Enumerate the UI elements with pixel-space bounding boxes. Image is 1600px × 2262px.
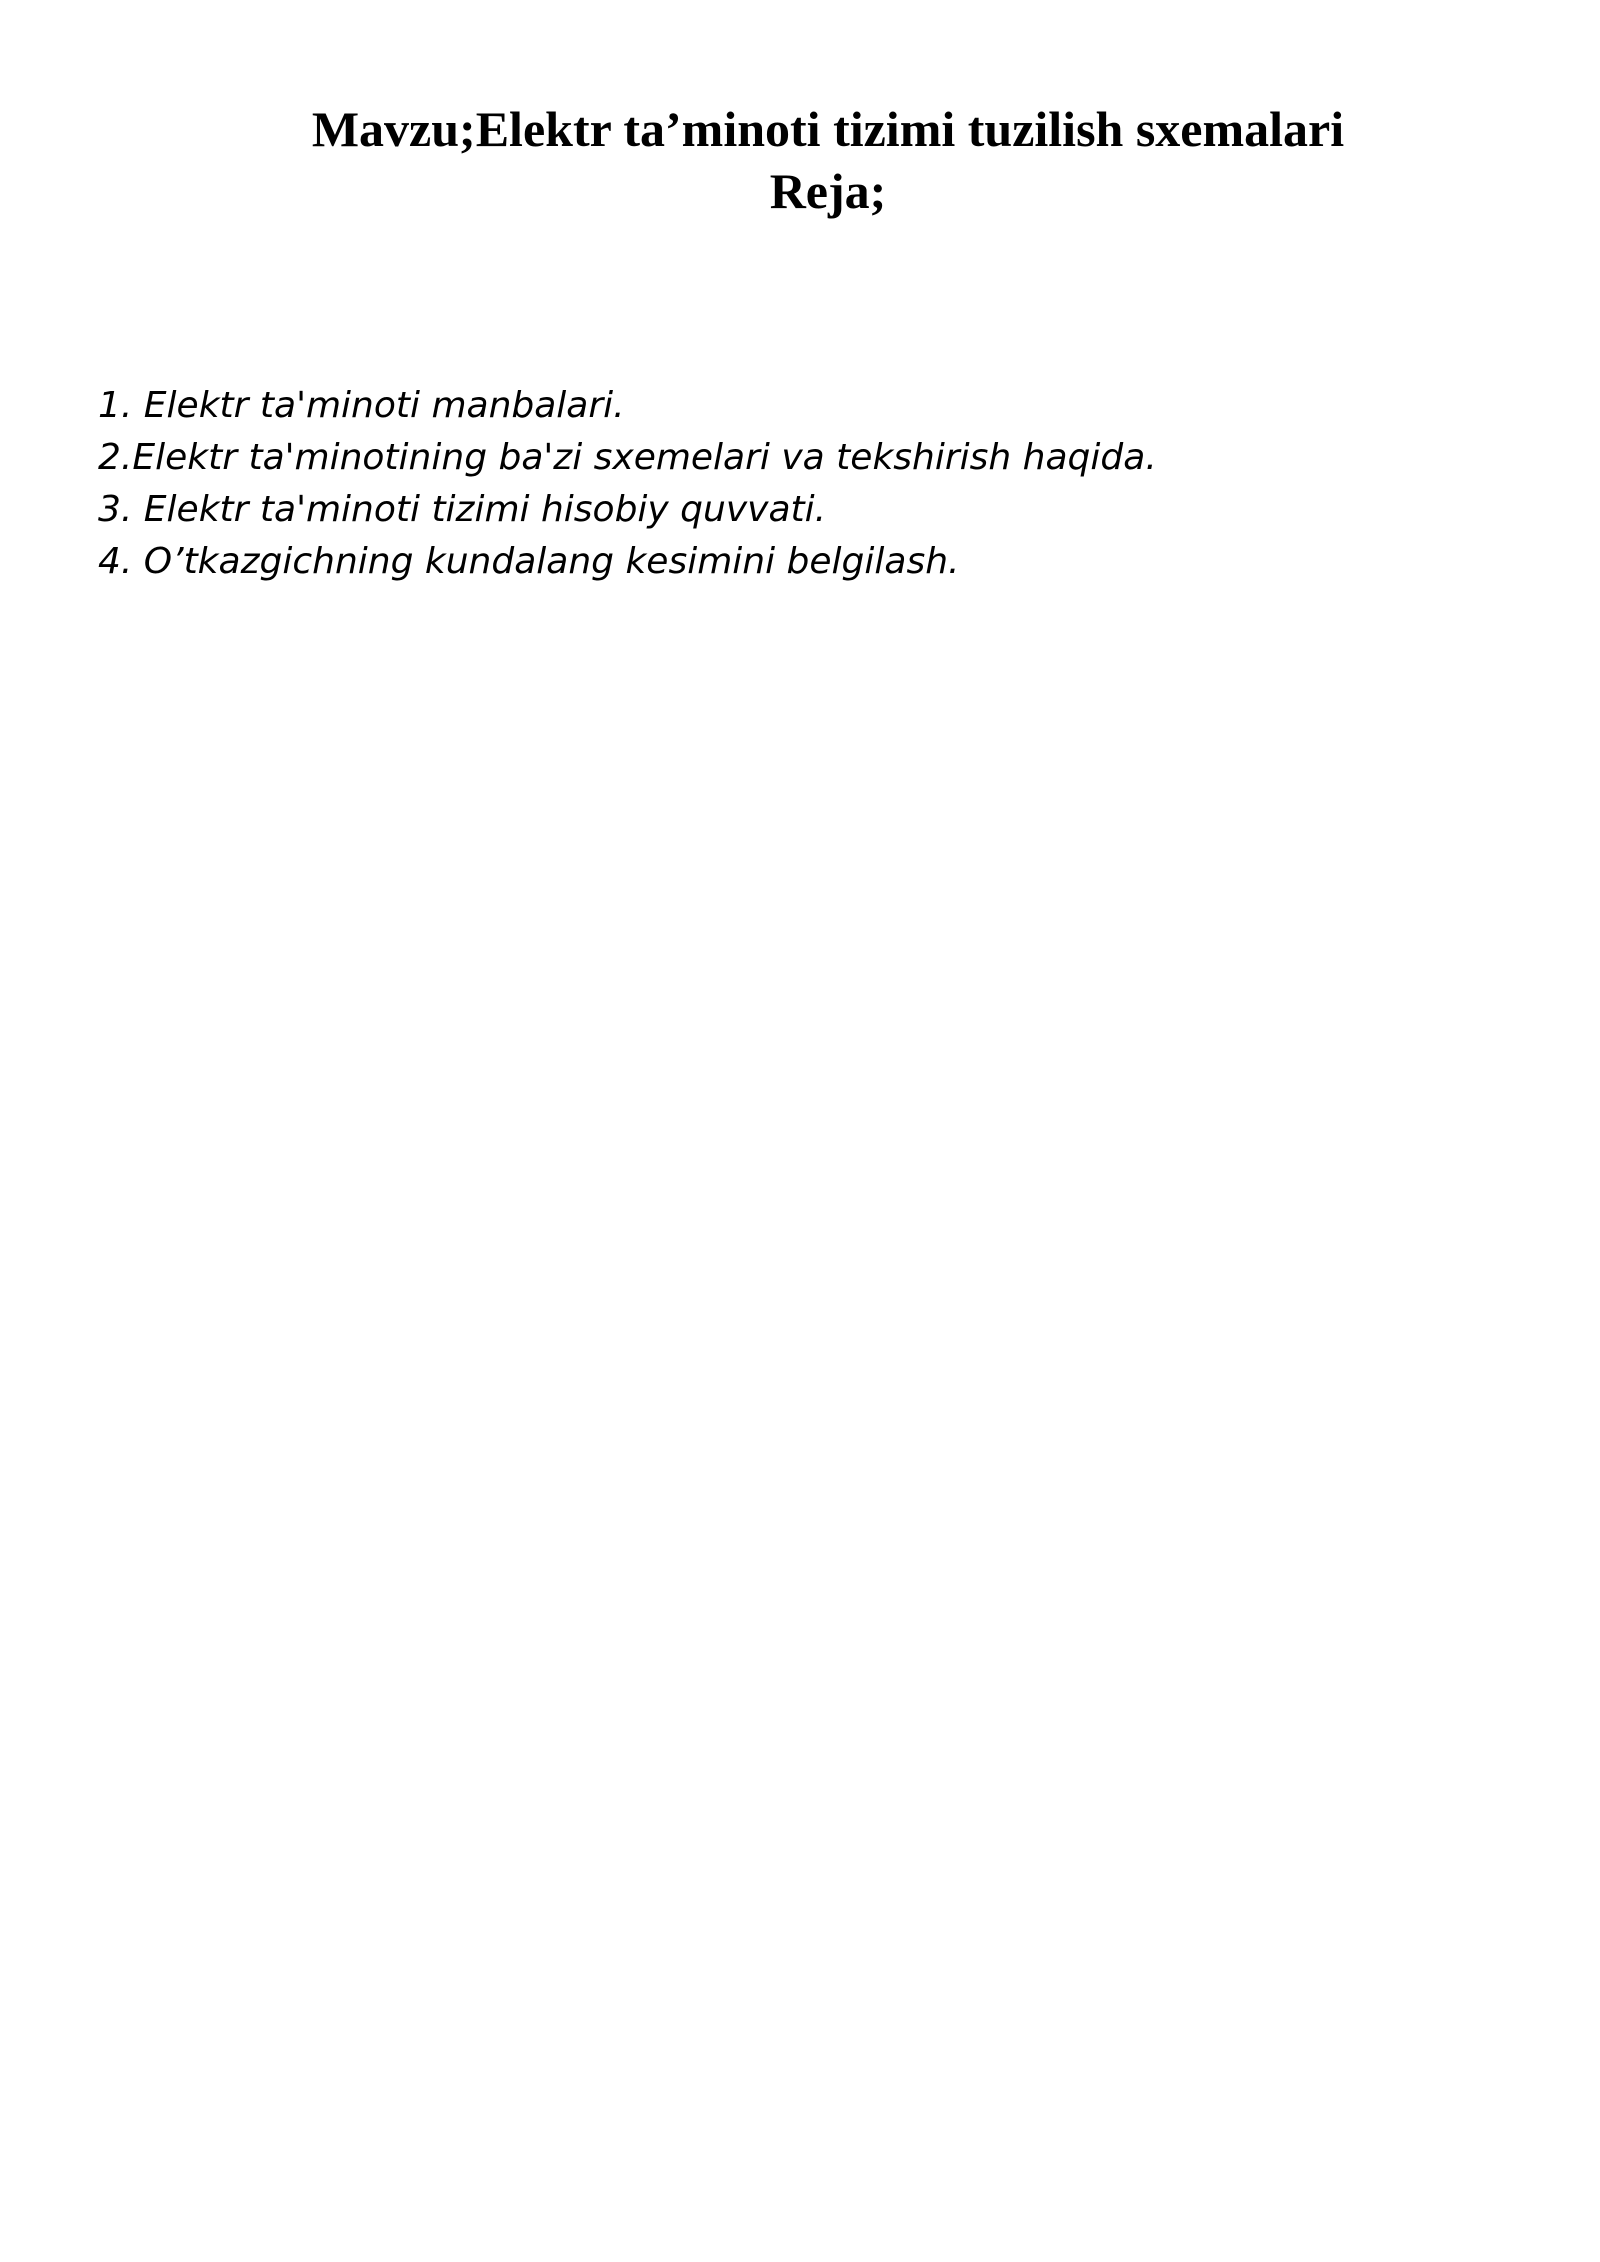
document-title: Mavzu;Elektr ta’minoti tizimi tuzilish sxemalari [311, 101, 1345, 157]
plan-item: 3. Elektr ta'minoti tizimi hisobiy quvvati. [98, 489, 827, 530]
plan-item: 4. O’tkazgichning kundalang kesimini belgilash. [98, 541, 960, 582]
plan-heading: Reja; [769, 163, 887, 219]
title-block [0, 98, 1600, 222]
plan-list [98, 380, 1498, 588]
plan-item: 1. Elektr ta'minoti manbalari. [98, 385, 625, 426]
plan-item: 2.Elektr ta'minotining ba'zi sxemelari va tekshirish haqida. [98, 437, 1157, 478]
